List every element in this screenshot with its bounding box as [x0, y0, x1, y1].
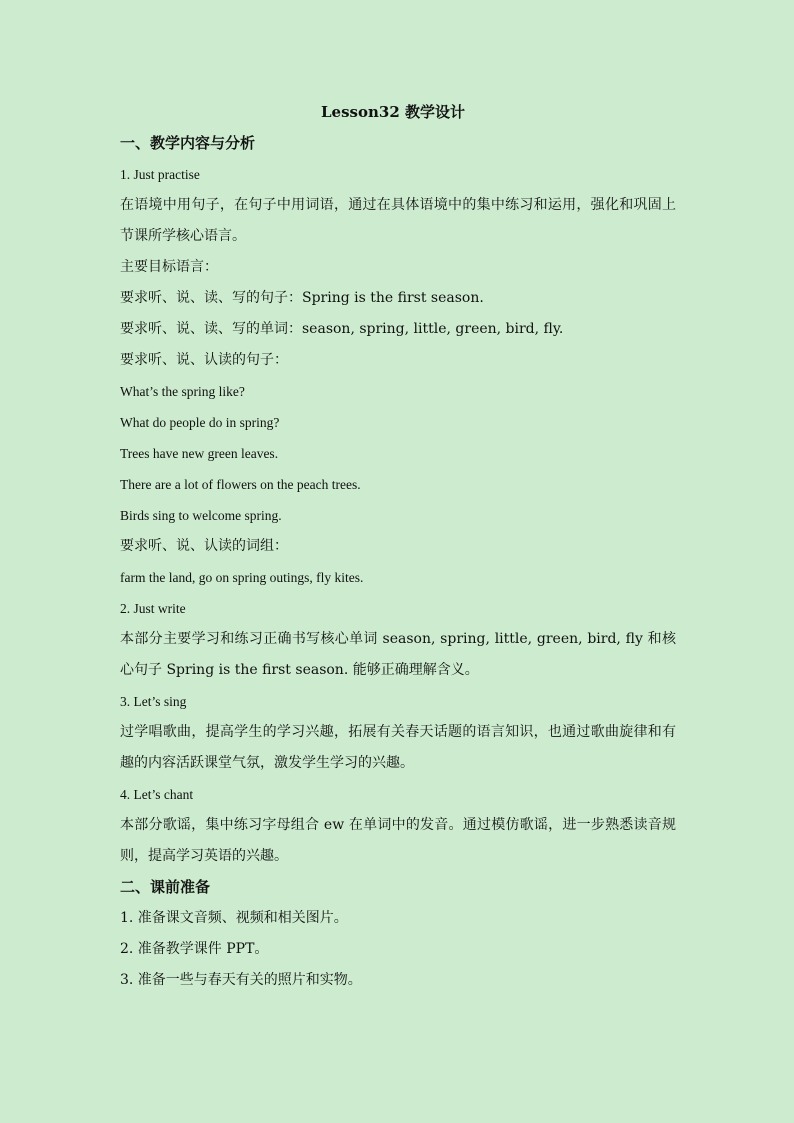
phrases-list: farm the land, go on spring outings, fly kites.	[120, 570, 364, 585]
paragraph-just-write: 本部分主要学习和练习正确书写核心单词 season, spring, little, green, bird, fly 和核心句子 Spring is the first season. 能够正确理解含义。	[120, 631, 676, 678]
preparation-item: 1. 准备课文音频、视频和相关图片。	[120, 910, 348, 926]
paragraph-lets-chant: 本部分歌谣，集中练习字母组合 ew 在单词中的发音。通过模仿歌谣，进一步熟悉读音规则，提高学习英语的兴趣。	[120, 817, 676, 864]
document-page	[120, 98, 676, 996]
section-heading-preparation: 二、课前准备	[120, 878, 211, 896]
subsection-title-lets-sing: 3. Let’s sing	[120, 694, 187, 709]
subsection-title-lets-chant: 4. Let’s chant	[120, 787, 194, 802]
paragraph-lets-sing: 过学唱歌曲，提高学生的学习兴趣，拓展有关春天话题的语言知识，也通过歌曲旋律和有趣的内容活跃课堂气氛，激发学生学习的兴趣。	[120, 724, 676, 771]
page-title: Lesson32 教学设计	[321, 103, 465, 121]
required-phrases-label: 要求听、说、认读的词组：	[120, 538, 288, 554]
subsection-title-just-write: 2. Just write	[120, 601, 186, 616]
required-sentence: 要求听、说、读、写的句子：Spring is the first season.	[120, 290, 484, 306]
target-language-label: 主要目标语言：	[120, 259, 218, 275]
section-heading-content-analysis: 一、教学内容与分析	[120, 134, 256, 152]
sentence-item: Birds sing to welcome spring.	[120, 508, 282, 523]
sentence-item: There are a lot of flowers on the peach trees.	[120, 477, 361, 492]
required-read-sentences-label: 要求听、说、认读的句子：	[120, 352, 288, 368]
sentence-item: Trees have new green leaves.	[120, 446, 279, 461]
required-words: 要求听、说、读、写的单词：season, spring, little, green, bird, fly.	[120, 321, 564, 337]
paragraph-just-practise: 在语境中用句子，在句子中用词语，通过在具体语境中的集中练习和运用，强化和巩固上节课所学核心语言。	[120, 197, 676, 244]
preparation-item: 2. 准备教学课件 PPT。	[120, 941, 269, 957]
preparation-item: 3. 准备一些与春天有关的照片和实物。	[120, 972, 362, 988]
sentence-item: What’s the spring like?	[120, 384, 245, 399]
sentence-item: What do people do in spring?	[120, 415, 280, 430]
subsection-title-just-practise: 1. Just practise	[120, 167, 200, 182]
